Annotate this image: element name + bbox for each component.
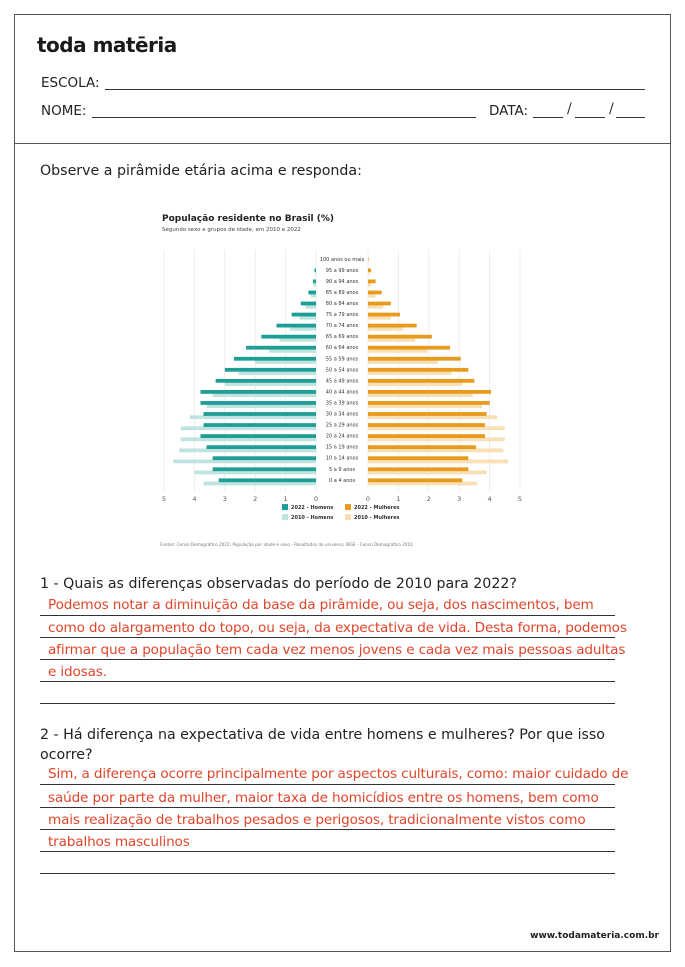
date-separator: / (567, 101, 572, 117)
answer-1-line-4: e idosas. (48, 664, 107, 680)
bar-mulheres-2022 (368, 412, 487, 416)
age-group-label: 50 a 54 anos (325, 367, 359, 374)
answer-rule (40, 681, 615, 682)
date-day-line (533, 117, 563, 118)
age-group-label: 20 a 24 anos (325, 433, 359, 440)
bar-mulheres-2022 (368, 335, 432, 339)
bar-homens-2022 (313, 280, 316, 284)
name-label: NOME: (41, 103, 87, 119)
footer-url: www.todamateria.com.br (530, 931, 659, 941)
bar-homens-2022 (219, 478, 316, 482)
x-tick-label: 0 (313, 495, 319, 504)
answer-rule (40, 873, 615, 874)
x-tick-label: 5 (161, 495, 167, 504)
age-group-label: 95 a 99 anos (325, 267, 359, 274)
age-group-label: 15 a 19 anos (325, 444, 359, 451)
answer-rule (40, 784, 615, 785)
age-group-label: 65 a 69 anos (325, 334, 359, 341)
bar-mulheres-2022 (368, 390, 491, 394)
chart-source: Fontes: Censo Demográfico 2022: População por idade e sexo - Resultados do universo; IBGE - Censo Demográfico 2010 (160, 542, 413, 547)
bar-homens-2022 (213, 456, 316, 460)
age-group-label: 40 a 44 anos (325, 389, 359, 396)
age-group-label: 85 a 89 anos (325, 289, 359, 296)
age-group-label: 45 a 49 anos (325, 378, 359, 385)
chart-title: População residente no Brasil (%) (162, 214, 334, 224)
answer-2-line-1: Sim, a diferença ocorre principalmente por aspectos culturais, como: maior cuidado de (48, 766, 629, 782)
answer-2-line-4: trabalhos masculinos (48, 834, 190, 850)
bar-homens-2022 (246, 346, 316, 350)
question-2: 2 - Há diferença na expectativa de vida entre homens e mulheres? Por que isso ocorre? (40, 727, 605, 763)
bar-mulheres-2022 (368, 467, 468, 471)
instruction-text: Observe a pirâmide etária acima e responda: (40, 163, 362, 179)
bar-mulheres-2022 (368, 478, 462, 482)
bar-mulheres-2022 (368, 280, 376, 284)
answer-2-line-2: saúde por parte da mulher, maior taxa de homicídios entre os homens, bem como (48, 790, 599, 806)
bar-homens-2022 (200, 401, 316, 405)
legend-label: 2022 - Mulheres (354, 505, 400, 512)
date-separator: / (609, 101, 614, 117)
bar-mulheres-2022 (368, 302, 391, 306)
bar-mulheres-2022 (368, 257, 369, 261)
population-pyramid-chart (146, 200, 523, 550)
answer-rule (40, 615, 615, 616)
bar-homens-2022 (308, 291, 316, 295)
bar-homens-2022 (216, 379, 316, 383)
age-group-label: 60 a 64 anos (325, 345, 359, 352)
bar-homens-2022 (204, 412, 316, 416)
x-tick-label: 4 (487, 495, 492, 504)
age-group-label: 55 a 59 anos (325, 356, 359, 363)
brand-logo: toda matēria (37, 33, 177, 57)
bar-mulheres-2022 (368, 346, 450, 350)
bar-mulheres-2022 (368, 445, 476, 449)
bar-homens-2022 (204, 423, 316, 427)
worksheet-header (15, 15, 670, 144)
answer-1-line-2: como do alargamento do topo, ou seja, da expectativa de vida. Desta forma, podemos (48, 620, 627, 636)
answer-rule (40, 659, 615, 660)
bar-mulheres-2022 (368, 401, 490, 405)
answer-rule (40, 807, 615, 808)
population-pyramid-figure (146, 200, 523, 550)
age-group-label: 0 a 4 anos (328, 477, 356, 484)
school-field-line (105, 89, 645, 90)
name-field-line (92, 117, 476, 118)
answer-rule (40, 851, 615, 852)
x-tick-label: 4 (192, 495, 197, 504)
bar-homens-2022 (292, 313, 316, 317)
bar-mulheres-2022 (368, 434, 485, 438)
legend-label: 2010 - Mulheres (354, 515, 400, 522)
bar-homens-2022 (261, 335, 316, 339)
age-group-label: 30 a 34 anos (325, 411, 359, 418)
x-tick-label: 3 (222, 495, 227, 504)
legend-swatch (282, 514, 288, 520)
x-tick-label: 2 (253, 495, 258, 504)
age-group-label: 25 a 29 anos (325, 422, 359, 429)
x-tick-label: 1 (283, 495, 288, 504)
x-tick-label: 5 (517, 495, 523, 504)
age-group-label: 5 a 9 anos (328, 466, 356, 473)
date-label: DATA: (489, 103, 529, 119)
bar-mulheres-2022 (368, 379, 474, 383)
answer-1-line-1: Podemos notar a diminuição da base da pirâmide, ou seja, dos nascimentos, bem (48, 597, 594, 613)
age-group-label: 90 a 94 anos (325, 278, 359, 285)
bar-mulheres-2022 (368, 313, 400, 317)
bar-homens-2022 (314, 268, 316, 272)
age-group-label: 70 a 74 anos (325, 323, 359, 330)
answer-2-line-3: mais realização de trabalhos pesados e perigosos, tradicionalmente vistos como (48, 812, 586, 828)
x-tick-label: 1 (396, 495, 401, 504)
legend-swatch (282, 504, 288, 510)
x-tick-label: 3 (457, 495, 462, 504)
question-1: 1 - Quais as diferenças observadas do período de 2010 para 2022? (40, 576, 517, 592)
legend-swatch (345, 514, 351, 520)
bar-mulheres-2022 (368, 423, 485, 427)
age-group-label: 35 a 39 anos (325, 400, 359, 407)
bar-homens-2022 (200, 390, 316, 394)
bar-mulheres-2022 (368, 368, 468, 372)
bar-mulheres-2022 (368, 291, 382, 295)
bar-mulheres-2022 (368, 324, 417, 328)
bar-mulheres-2022 (368, 357, 461, 361)
bar-homens-2022 (200, 434, 316, 438)
school-label: ESCOLA: (41, 75, 100, 91)
date-month-line (575, 117, 605, 118)
x-tick-label: 0 (365, 495, 371, 504)
age-group-label: 75 a 79 anos (325, 312, 359, 319)
answer-1-line-3: afirmar que a população tem cada vez menos jovens e cada vez mais pessoas adultas (48, 642, 626, 658)
age-group-label: 100 anos ou mais (319, 256, 365, 263)
legend-label: 2022 - Homens (291, 505, 334, 512)
bar-homens-2022 (301, 302, 316, 306)
bar-homens-2022 (207, 445, 316, 449)
bar-homens-2022 (225, 368, 316, 372)
legend-label: 2010 - Homens (291, 515, 334, 522)
answer-rule (40, 829, 615, 830)
bar-mulheres-2022 (368, 456, 468, 460)
age-group-label: 80 a 84 anos (325, 301, 359, 307)
chart-subtitle: Segundo sexo e grupos de idade, em 2010 e 2022 (162, 227, 301, 233)
bar-homens-2022 (213, 467, 316, 471)
bar-mulheres-2022 (368, 268, 371, 272)
date-year-line (616, 117, 645, 118)
bar-homens-2022 (276, 324, 316, 328)
age-group-label: 10 a 14 anos (325, 455, 359, 462)
answer-rule (40, 703, 615, 704)
legend-swatch (345, 504, 351, 510)
x-tick-label: 2 (426, 495, 431, 504)
bar-homens-2022 (234, 357, 316, 361)
answer-rule (40, 637, 615, 638)
